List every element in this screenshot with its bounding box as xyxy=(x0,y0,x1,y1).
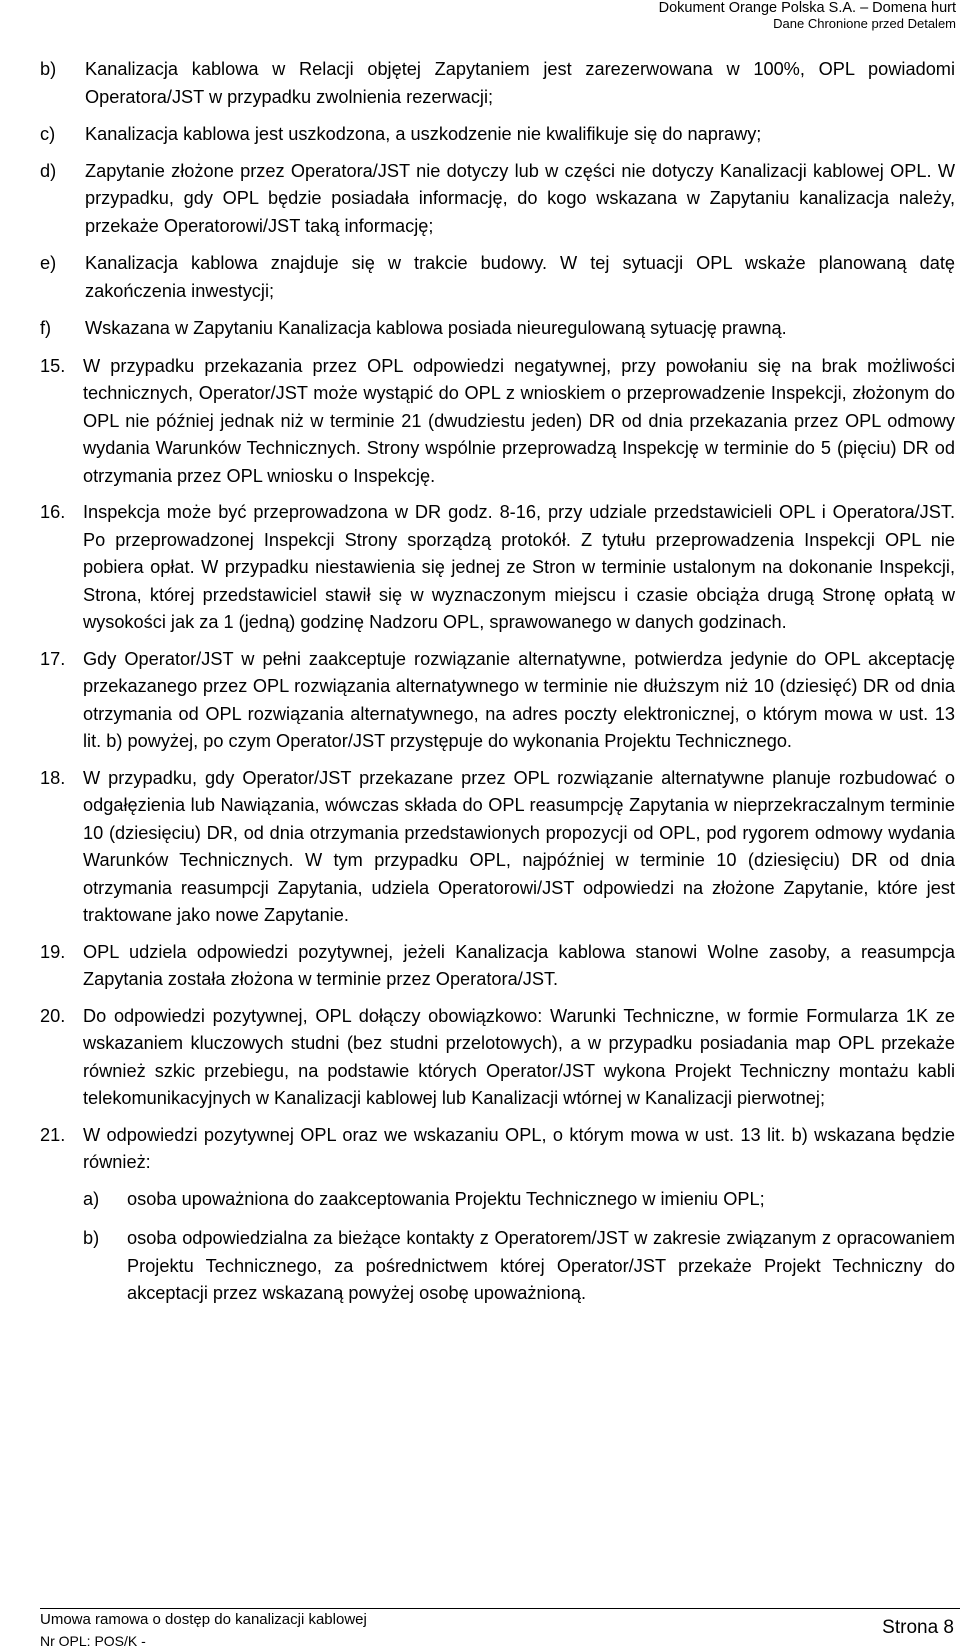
list-item-label: d) xyxy=(40,160,57,181)
numbered-paragraph xyxy=(40,1003,955,1113)
list-item-text: Kanalizacja kablowa znajduje się w trakcie budowy. W tej sytuacji OPL wskaże planowaną datę zakończenia inwestycji; xyxy=(85,253,955,301)
header-line-2: Dane Chronione przed Detalem xyxy=(773,16,956,31)
list-item-label: f) xyxy=(40,318,52,338)
paragraph-number: 19. xyxy=(40,941,66,962)
paragraph-number: 21. xyxy=(40,1124,66,1145)
numbered-paragraph xyxy=(40,353,955,491)
list-item xyxy=(40,158,955,241)
list-item-label: b) xyxy=(40,59,57,79)
footer-document-number: Nr OPL: POS/K - xyxy=(40,1633,146,1649)
footer-title: Umowa ramowa o dostęp do kanalizacji kablowej xyxy=(40,1611,367,1628)
list-item xyxy=(40,121,955,149)
list-item-text: osoba upoważniona do zaakceptowania Projektu Technicznego w imieniu OPL; xyxy=(127,1188,765,1209)
list-item-label: c) xyxy=(40,124,56,144)
paragraph-number: 15. xyxy=(40,355,66,376)
numbered-paragraph xyxy=(40,765,955,930)
list-item xyxy=(83,1225,955,1308)
list-item xyxy=(40,56,955,111)
list-item-label: e) xyxy=(40,253,57,273)
paragraph-number: 20. xyxy=(40,1005,66,1026)
list-item-text: Kanalizacja kablowa jest uszkodzona, a uszkodzenie nie kwalifikuje się do naprawy; xyxy=(85,124,762,144)
document-body xyxy=(40,56,955,1320)
list-item xyxy=(40,315,955,343)
paragraph-number: 18. xyxy=(40,767,66,788)
paragraph-text: W odpowiedzi pozytywnej OPL oraz we wskazaniu OPL, o którym mowa w ust. 13 lit. b) wskazana będzie również: xyxy=(83,1124,955,1172)
list-item-label: a) xyxy=(83,1188,100,1209)
paragraph-text: OPL udziela odpowiedzi pozytywnej, jeżeli Kanalizacja kablowa stanowi Wolne zasoby, a reasumpcja Zapytania została złożona w terminie przez Operatora/JST. xyxy=(83,941,955,989)
numbered-paragraph xyxy=(40,646,955,756)
list-item-text: Wskazana w Zapytaniu Kanalizacja kablowa posiada nieuregulowaną sytuację prawną. xyxy=(85,318,787,338)
paragraph-text: W przypadku, gdy Operator/JST przekazane przez OPL rozwiązanie alternatywne planuje rozbudować o odgałęzienia lub Nawiązania, wówczas składa do OPL reasumpcję Zapytania w nieprzekraczalnym terminie 10 (dziesięciu) DR, od dnia otrzymania przedstawionych propozycji od OPL, pod rygorem odmowy wydania Warunków Technicznych. W tym przypadku OPL, najpóźniej w terminie 10 (dziesięciu) DR od dnia otrzymania reasumpcji Zapytania, udziela Operatorowi/JST odpowiedzi na złożone Zapytanie, które jest traktowane jako nowe Zapytanie. xyxy=(83,767,955,925)
numbered-paragraph xyxy=(40,939,955,994)
page-number: Strona 8 xyxy=(882,1617,954,1638)
paragraph-text: Do odpowiedzi pozytywnej, OPL dołączy obowiązkowo: Warunki Techniczne, w formie Formularza 1K ze wskazaniem kluczowych studni (bez studni przelotowych), a w przypadku posiadania map OPL przekaże również szkic przebiegu, na podstawie których Operator/JST wykona Projekt Techniczny montażu kabli telekomunikacyjnych w Kanalizacji kablowej lub Kanalizacji wtórnej w Kanalizacji pierwotnej; xyxy=(83,1005,955,1108)
paragraph-number: 17. xyxy=(40,648,66,669)
paragraph-text: Inspekcja może być przeprowadzona w DR godz. 8-16, przy udziale przedstawicieli OPL i Operatora/JST. Po przeprowadzonej Inspekcji Strony sporządzą protokół. Z tytułu przeprowadzenia Inspekcji OPL nie pobiera opłat. W przypadku niestawienia się jednej ze Stron w terminie ustalonym na dokonanie Inspekcji, Strona, której przedstawiciel stawił się w wyznaczonym miejscu i czasie obciąża drugą Stronę opłatą w wysokości jak za 1 (jedną) godzinę Nadzoru OPL, sprawowanego w danych godzinach. xyxy=(83,502,955,632)
list-item xyxy=(83,1186,955,1214)
paragraph-text: W przypadku przekazania przez OPL odpowiedzi negatywnej, przy powołaniu się na brak możliwości technicznych, Operator/JST może wystąpić do OPL z wnioskiem o przeprowadzenie Inspekcji, złożonym do OPL nie później jednak niż w terminie 21 (dwudziestu jeden) DR od dnia przekazania przez OPL odmowy wydania Warunków Technicznych. Strony wspólnie przeprowadzą Inspekcję w terminie do 5 (pięciu) DR od otrzymania przez OPL wniosku o Inspekcję. xyxy=(83,355,955,486)
list-item-text: osoba odpowiedzialna za bieżące kontakty z Operatorem/JST w zakresie związanym z opracowaniem Projektu Technicznego, za pośrednictwem której Operator/JST przekaże Projekt Techniczny do akceptacji przez wskazaną powyżej osobę upoważnioną. xyxy=(127,1228,955,1303)
list-item-text: Zapytanie złożone przez Operatora/JST nie dotyczy lub w części nie dotyczy Kanalizacji kablowej OPL. W przypadku, gdy OPL będzie posiadała informację, do kogo wskazana w Zapytaniu kanalizacja należy, przekaże Operatorowi/JST taką informację; xyxy=(85,160,955,236)
list-item-text: Kanalizacja kablowa w Relacji objętej Zapytaniem jest zarezerwowana w 100%, OPL powiadomi Operatora/JST w przypadku zwolnienia rezerwacji; xyxy=(85,59,955,107)
header-line-1: Dokument Orange Polska S.A. – Domena hurt xyxy=(658,0,956,16)
numbered-paragraph xyxy=(40,499,955,637)
page-header xyxy=(659,0,956,32)
numbered-paragraph xyxy=(40,1122,955,1177)
list-item-label: b) xyxy=(83,1228,100,1248)
paragraph-number: 16. xyxy=(40,502,66,522)
list-item xyxy=(40,250,955,305)
paragraph-text: Gdy Operator/JST w pełni zaakceptuje rozwiązanie alternatywne, potwierdza jedynie do OPL akceptację przekazanego przez OPL rozwiązania alternatywnego w terminie nie dłuższym niż 10 (dziesięć) DR od dnia otrzymania od OPL rozwiązania alternatywnego, na adres poczty elektronicznej, o którym mowa w ust. 13 lit. b) powyżej, po czym Operator/JST przystępuje do wykonania Projektu Technicznego. xyxy=(83,648,955,751)
footer-divider xyxy=(40,1608,960,1609)
